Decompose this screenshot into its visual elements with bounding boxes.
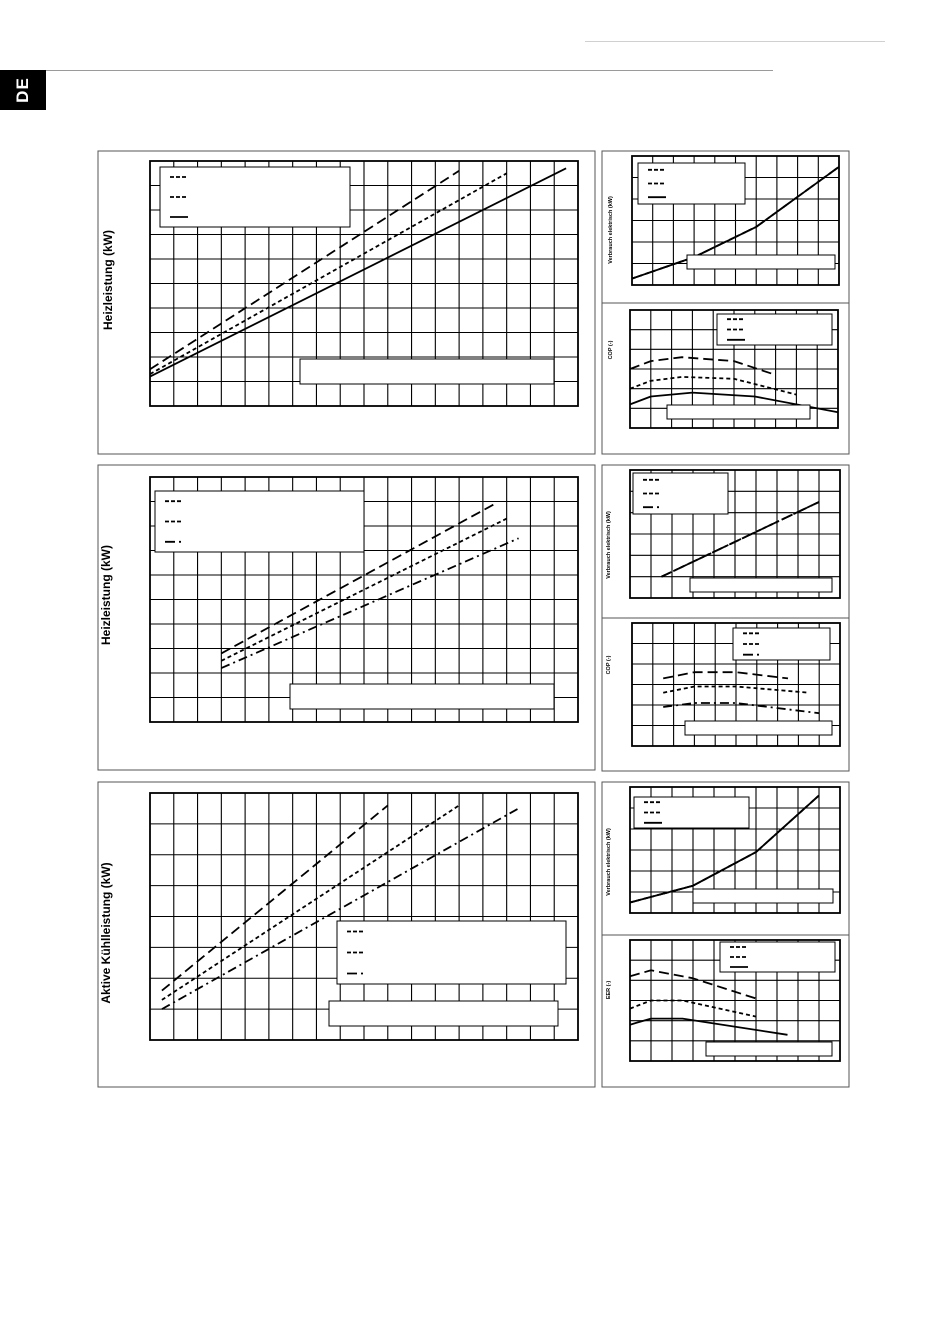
chart-row3-power [602, 782, 849, 935]
y-axis-label: Verbrauch elektrisch (kW) [608, 196, 614, 264]
y-axis-label: Verbrauch elektrisch (kW) [606, 828, 612, 896]
legend [634, 797, 749, 828]
y-axis-label: EER (-) [606, 980, 612, 1000]
legend-box [160, 167, 350, 227]
annotation-box [300, 359, 554, 384]
annotation-box [667, 405, 810, 419]
chart-row3-eer [602, 935, 849, 1087]
legend [733, 628, 830, 660]
chart-row2-main [98, 465, 595, 770]
legend [155, 491, 364, 552]
y-axis-label: Verbrauch elektrisch (kW) [606, 511, 612, 579]
chart-row1-main [98, 151, 595, 454]
legend-box [337, 921, 566, 984]
series-line-1 [630, 357, 776, 375]
chart-row2-power [602, 465, 849, 618]
language-tab-label: DE [13, 77, 32, 103]
legend [337, 921, 566, 984]
legend [638, 163, 745, 204]
legend [160, 167, 350, 227]
legend [633, 473, 728, 514]
annotation-box [706, 1042, 832, 1056]
chart-row2-cop [602, 618, 849, 771]
annotation-box [329, 1001, 558, 1026]
chart-row3-main [98, 782, 595, 1087]
annotation-box [693, 889, 833, 903]
series-line-1 [663, 672, 788, 678]
y-axis-label: Heizleistung (kW) [99, 544, 113, 646]
y-axis-label: Heizleistung (kW) [101, 229, 115, 331]
annotation-box [690, 578, 832, 592]
legend-box [155, 491, 364, 552]
legend [720, 942, 835, 972]
annotation-box [290, 684, 554, 709]
chart-row1-cop [602, 303, 849, 454]
chart-row1-power [602, 151, 849, 303]
legend [717, 314, 832, 345]
y-axis-label: Aktive Kühlleistung (kW) [99, 862, 113, 1004]
y-axis-label: COP (-) [606, 655, 612, 675]
y-axis-label: COP (-) [608, 340, 614, 360]
annotation-box [687, 255, 835, 269]
annotation-box [685, 721, 832, 735]
